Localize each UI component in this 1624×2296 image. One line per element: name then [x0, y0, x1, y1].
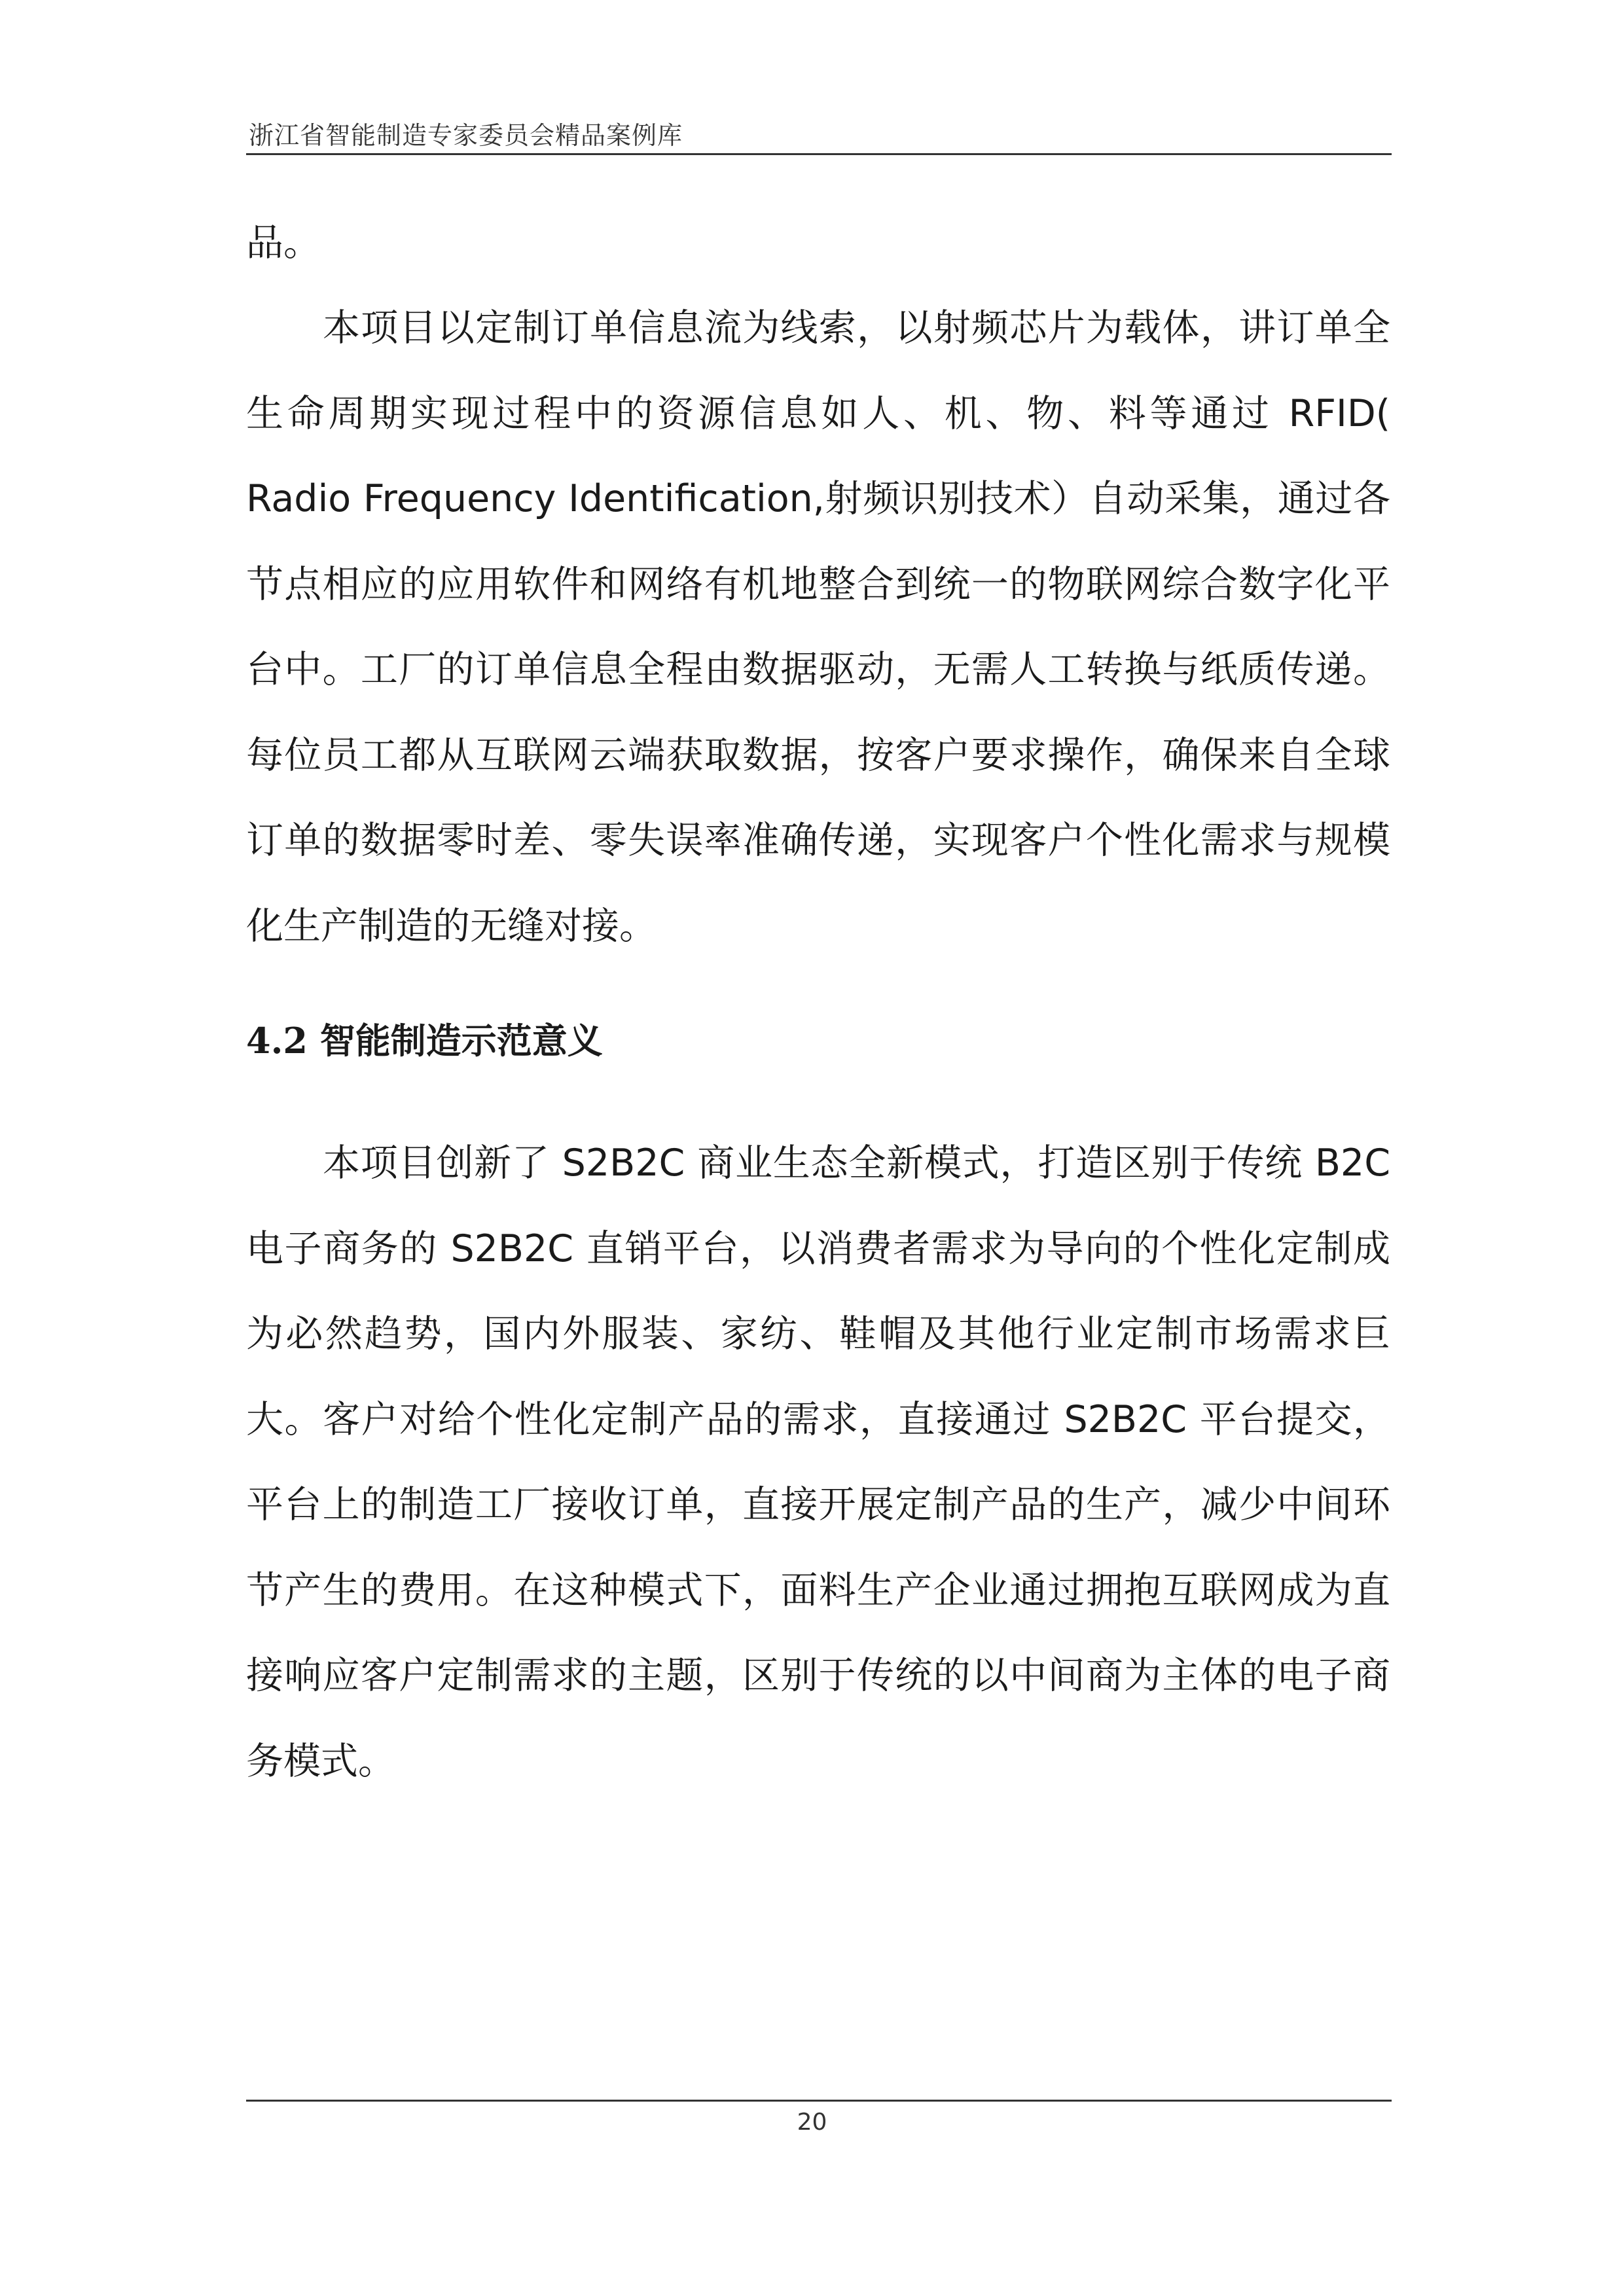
paragraph-continuation: 品。 — [246, 221, 321, 264]
paragraph-s2b2c-description: 本项目创新了 S2B2C 商业生态全新模式，打造区别于传统 B2C 电子商务的 S2B2C 直销平台，以消费者需求为导向的个性化定制成为必然趋势，国内外服装、家纺、鞋帽及其他行业定制市场需求巨大。客户对给个性化定制产品的需求，直接通过 S2B2C 平台提交，平台上的制造工厂接收订单，直接开展定制产品的生产，减少中间环节产生的费用。在这种模式下，面料生产企业通过拥抱互联网成为直接响应客户定制需求的主题，区别于传统的以中间商为主体的电子商务模式。 — [246, 1141, 1390, 1783]
page-header — [246, 111, 1392, 155]
paragraph-rfid-description: 本项目以定制订单信息流为线索，以射频芯片为载体，讲订单全生命周期实现过程中的资源信息如人、机、物、料等通过 RFID( Radio Frequency Identification,射频识别技术）自动采集，通过各节点相应的应用软件和网络有机地整合到统一的物联网综合数字化平台中。工厂的订单信息全程由数据驱动，无需人工转换与纸质传递。每位员工都从互联网云端获取数据，按客户要求操作，确保来自全球订单的数据零时差、零失误率准确传递，实现客户个性化需求与规模化生产制造的无缝对接。 — [246, 306, 1390, 948]
footer-rule — [246, 2100, 1392, 2102]
header-title: 浙江省智能制造专家委员会精品案例库 — [249, 121, 683, 150]
page-number: 20 — [797, 2109, 827, 2136]
section-heading: 4.2 智能制造示范意义 — [246, 1020, 603, 1062]
